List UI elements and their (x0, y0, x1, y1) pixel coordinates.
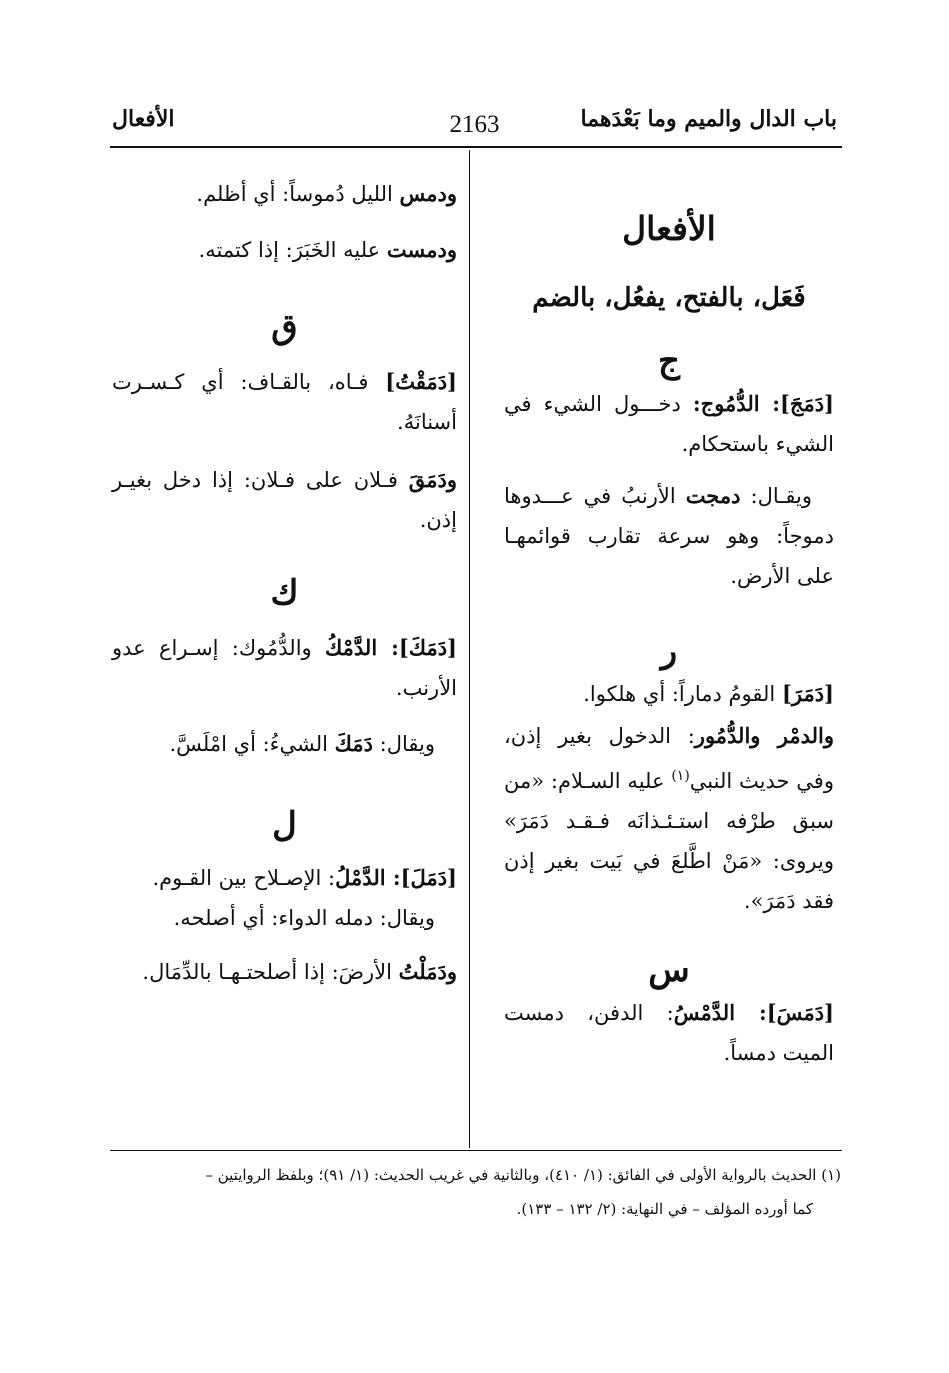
entry-damast-khabar (112, 230, 457, 270)
headword: [دَمَسَ]: الدَّمْسُ (673, 1000, 834, 1025)
letter-heading-qaf: ق (271, 307, 298, 347)
right-column (504, 150, 834, 1073)
letter-heading-lam: ل (272, 805, 297, 845)
definition: : الإصـلاح بين القـوم. (152, 866, 336, 890)
headword: [دَمَقْتُ] (385, 369, 457, 394)
headword: ودمست (386, 237, 457, 262)
definition: دخـــول الشيء في الشيء باستحكام. (504, 392, 834, 456)
entry-damara (504, 674, 834, 714)
headword: [دَمَلَ]: الدَّمْلُ (335, 865, 457, 890)
entry-prefix: ويقال: (372, 732, 435, 756)
footnote-rule (110, 1150, 842, 1151)
headword: دمجت (685, 483, 741, 508)
left-column (112, 150, 457, 992)
definition: فـلان على فـلان: إذا دخل بغيـر إذن. (112, 468, 457, 532)
definition: الأرنبُ في عـــدوها دموجاً: وهو سرعة تقارب قوائمهـا على الأرض. (504, 484, 834, 588)
column-divider (469, 150, 470, 1148)
definition: : الدخول بغير إذن، وفي حديث النبي (504, 724, 834, 793)
entry-damala-2: ويقال: دمله الدواء: أي أصلحه. (173, 906, 435, 930)
definition: الأرضَ: إذا أصلحتـهـا بالدِّمَال. (142, 960, 399, 984)
entry-damasa (504, 993, 834, 1073)
headword: [دَمَكَ]: الدَّمْكُ (324, 635, 457, 660)
letter-heading-ra: ر (660, 631, 678, 671)
letter-heading-jim: ج (658, 341, 680, 381)
entry-damaka (112, 628, 457, 708)
footnote-line-2: كما أورده المؤلف – في النهاية: (٢/ ١٣٢ – ١٣٣). (516, 1200, 813, 1218)
running-head-section: الأفعال (112, 106, 175, 132)
entry-damaqa (112, 460, 457, 540)
letter-heading-sin: س (648, 950, 690, 990)
definition-continued: عليه السـلام: «من سبق طرْفه استـئـذانَه فـقـد دَمَرَ» ويروى: «مَنْ اطَّلعَ في بَيت بغير إذن فقد دَمَرَ». (504, 769, 834, 913)
running-head-chapter: باب الدال والميم وما بَعْدَهما (580, 106, 837, 132)
footnote-line-1: (١) الحديث بالرواية الأولى في الفائق: (١/ ٤١٠)، وبالثانية في غريب الحديث: (١/ ٩١)؛ وبلفظ الروايتين – (205, 1166, 841, 1184)
entry-damaja (504, 384, 834, 464)
headword: ودَمَلْتُ (398, 959, 457, 984)
entry-damala (112, 858, 457, 898)
entry-dumur (504, 716, 834, 921)
entry-damaltu (112, 952, 457, 992)
definition: الليل دُموساً: أي أظلم. (196, 182, 400, 206)
headword: [دَمَرَ] (781, 681, 834, 706)
letter-heading-kaf: ك (270, 573, 299, 613)
definition: فـاه، بالقـاف: أي كـسـرت أسنانَهُ. (112, 370, 457, 434)
definition: : الدفن، دمست الميت دمساً. (504, 1001, 834, 1065)
definition: الشيءُ: أي امْلَسَّ. (169, 732, 335, 756)
definition: القومُ دماراً: أي هلكوا. (583, 682, 782, 706)
entry-damas-layl (112, 174, 457, 214)
header-rule (110, 146, 842, 148)
footnote-marker: (١) (671, 768, 690, 784)
entry-damaka-2 (112, 724, 457, 764)
section-subtitle: فَعَل، بالفتح، يفعُل، بالضم (532, 283, 806, 313)
page-number: 2163 (449, 111, 500, 138)
entry-damaqtu (112, 362, 457, 442)
headword: والدمْر والدُّمُور (694, 723, 834, 748)
headword: ودَمَقَ (408, 467, 457, 492)
headword: ودمس (399, 181, 457, 206)
headword: [دَمَجَ]: الدُّمُوج: (692, 391, 834, 416)
entry-damajat (504, 476, 834, 596)
definition: والدُّمُوك: إسـراع عدو الأرنب. (112, 636, 457, 700)
definition: عليه الخَبَرَ: إذا كتمته. (198, 238, 387, 262)
footnote (107, 1158, 841, 1226)
headword: دَمَكَ (334, 731, 373, 756)
section-title: الأفعال (622, 209, 716, 248)
entry-prefix: ويقـال: (740, 484, 812, 508)
